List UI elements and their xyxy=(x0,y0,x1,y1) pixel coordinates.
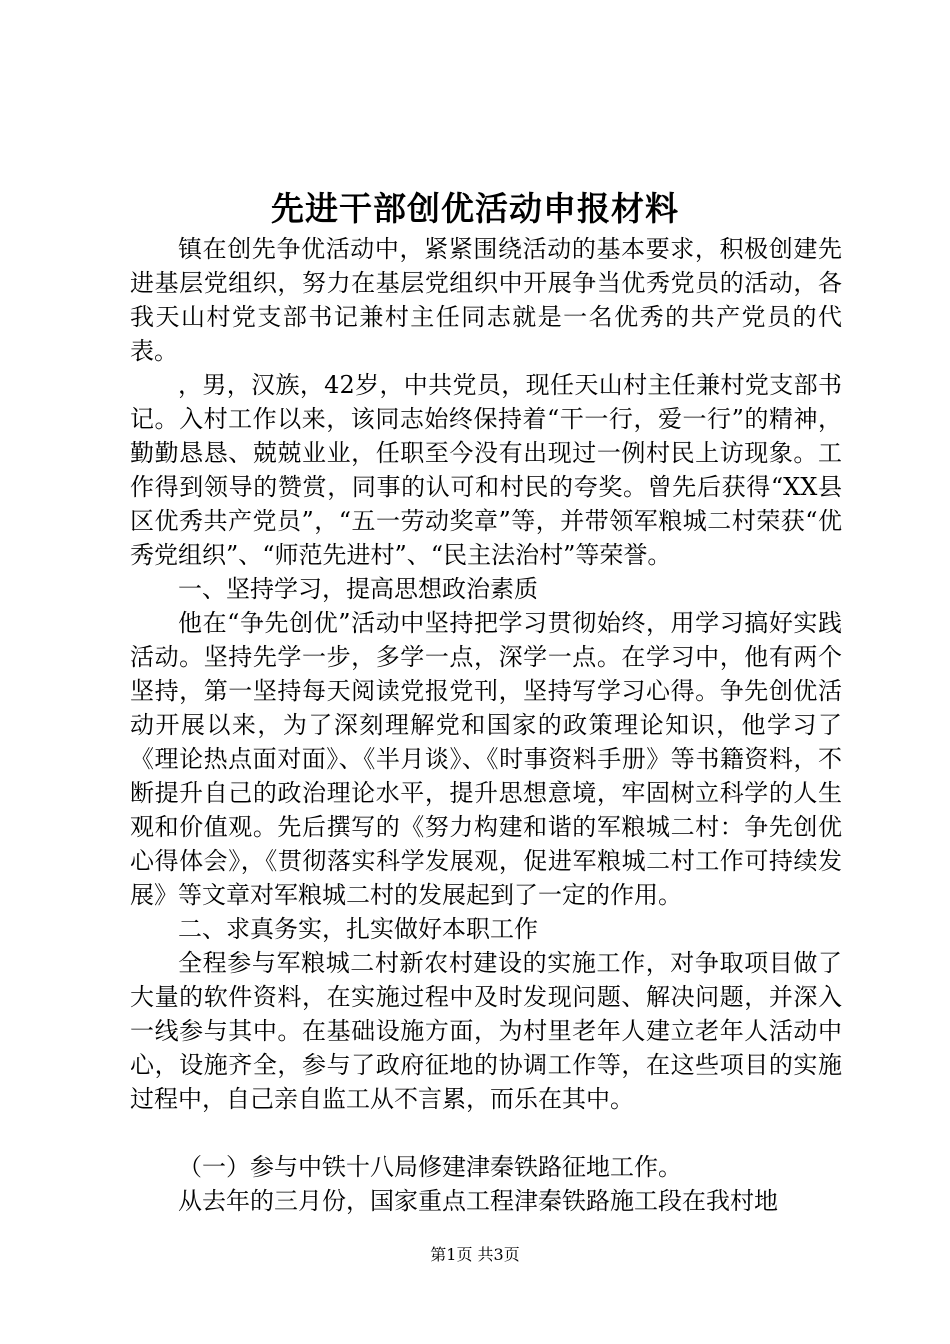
document-title: 先进干部创优活动申报材料 xyxy=(271,189,679,228)
paragraph-railway: 从去年的三月份，国家重点工程津秦铁路施工段在我村地 xyxy=(178,1187,778,1215)
page-footer: 第1页 共3页 xyxy=(430,1245,520,1264)
paragraph-work: 全程参与军粮城二村新农村建设的实施工作，对争取项目做了大量的软件资料，在实施过程中及时发现问题、解决问题，并深入一线参与其中。在基础设施方面，为村里老年人建立老年人活动中心，设施齐全，参与了政府征地的协调工作等，在这些项目的实施过程中，自己亲自监工从不言累，而乐在其中。 xyxy=(130,949,842,1113)
paragraph-intro: 镇在创先争优活动中，紧紧围绕活动的基本要求，积极创建先进基层党组织，努力在基层党组织中开展争当优秀党员的活动，各我天山村党支部书记兼村主任同志就是一名优秀的共产党员的代表。 xyxy=(130,235,842,365)
document-body xyxy=(130,232,842,1218)
section-heading-study: 一、坚持学习，提高思想政治素质 xyxy=(178,575,538,603)
paragraph-study: 他在“争先创优”活动中坚持把学习贯彻始终，用学习搞好实践活动。坚持先学一步，多学一点，深学一点。在学习中，他有两个坚持，第一坚持每天阅读党报党刊，坚持写学习心得。争先创优活动开展以来，为了深刻理解党和国家的政策理论知识，他学习了《理论热点面对面》、《半月谈》、《时事资料手册》等书籍资料，不断提升自己的政治理论水平，提升思想意境，牢固树立科学的人生观和价值观。先后撰写的《努力构建和谐的军粮城二村：争先创优心得体会》，《贯彻落实科学发展观，促进军粮城二村工作可持续发展》等文章对军粮城二村的发展起到了一定的作用。 xyxy=(130,609,842,909)
paragraph-profile: ，男，汉族，42岁，中共党员，现任天山村主任兼村党支部书记。入村工作以来，该同志始终保持着“干一行，爱一行”的精神，勤勤恳恳、兢兢业业，任职至今没有出现过一例村民上访现象。工作得到领导的赞赏，同事的认可和村民的夸奖。曾先后获得“XX县区优秀共产党员”，“五一劳动奖章”等，并带领军粮城二村荣获“优秀党组织”、“师范先进村”、“民主法治村”等荣誉。 xyxy=(130,371,842,569)
section-heading-work: 二、求真务实，扎实做好本职工作 xyxy=(178,915,538,943)
subsection-heading-railway: （一）参与中铁十八局修建津秦铁路征地工作。 xyxy=(178,1153,682,1181)
